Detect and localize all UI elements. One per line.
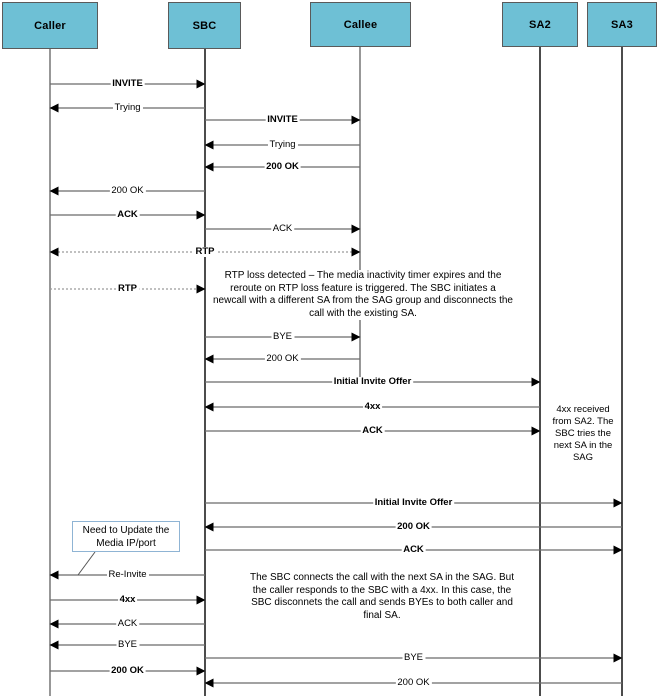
message-label-11: 200 OK (266, 353, 299, 364)
actor-label-caller: Caller (34, 19, 66, 32)
actor-label-sbc: SBC (192, 19, 217, 32)
message-label-17: ACK (403, 544, 424, 555)
message-label-19: 4xx (119, 594, 136, 605)
actor-label-sa2: SA2 (529, 18, 551, 31)
message-label-10: BYE (272, 331, 293, 342)
leaders-layer (78, 552, 95, 575)
actor-box-sbc[interactable] (168, 2, 241, 49)
message-label-9: RTP (118, 283, 137, 294)
message-label-24: 200 OK (397, 677, 430, 688)
actor-box-caller[interactable] (2, 2, 98, 49)
message-label-16: 200 OK (397, 521, 430, 532)
message-label-13: 4xx (364, 401, 381, 412)
message-label-2: INVITE (267, 114, 298, 125)
message-label-0: INVITE (112, 78, 143, 89)
message-label-1: Trying (114, 102, 141, 113)
message-label-18: Re-Invite (108, 569, 147, 580)
media-ip-callout[interactable]: Need to Update the Media IP/port (72, 521, 180, 552)
message-label-23: 200 OK (111, 665, 144, 676)
message-label-14: ACK (362, 425, 383, 436)
message-label-15: Initial Invite Offer (374, 497, 453, 508)
message-label-20: ACK (117, 618, 138, 629)
message-label-4: 200 OK (266, 161, 299, 172)
message-label-21: BYE (117, 639, 138, 650)
message-label-7: ACK (272, 223, 293, 234)
message-label-3: Trying (269, 139, 296, 150)
actor-label-sa3: SA3 (611, 18, 633, 31)
message-label-8: RTP (195, 246, 215, 257)
actor-box-sa2[interactable] (502, 2, 578, 47)
message-label-6: ACK (117, 209, 138, 220)
sa2-4xx-note: 4xx received from SA2. The SBC tries the next SA in the SAG (550, 404, 616, 464)
actor-box-sa3[interactable] (587, 2, 657, 47)
media-ip-callout-leader-line (78, 552, 95, 575)
actor-box-callee[interactable] (310, 2, 411, 47)
message-label-5: 200 OK (111, 185, 144, 196)
message-label-12: Initial Invite Offer (333, 376, 412, 387)
rtp-loss-note: RTP loss detected – The media inactivity timer expires and the reroute on RTP loss feature is triggered. The SBC initiates a newcall with a different SA from the SAG group and disconnects the call with the existing SA. (213, 270, 513, 319)
message-label-22: BYE (403, 652, 424, 663)
sbc-connects-note: The SBC connects the call with the next SA in the SAG. But the caller responds to the SBC with a 4xx. In this case, the SBC disconnets the call and sends BYEs to both caller and final SA. (243, 572, 521, 622)
actor-label-callee: Callee (343, 18, 378, 31)
